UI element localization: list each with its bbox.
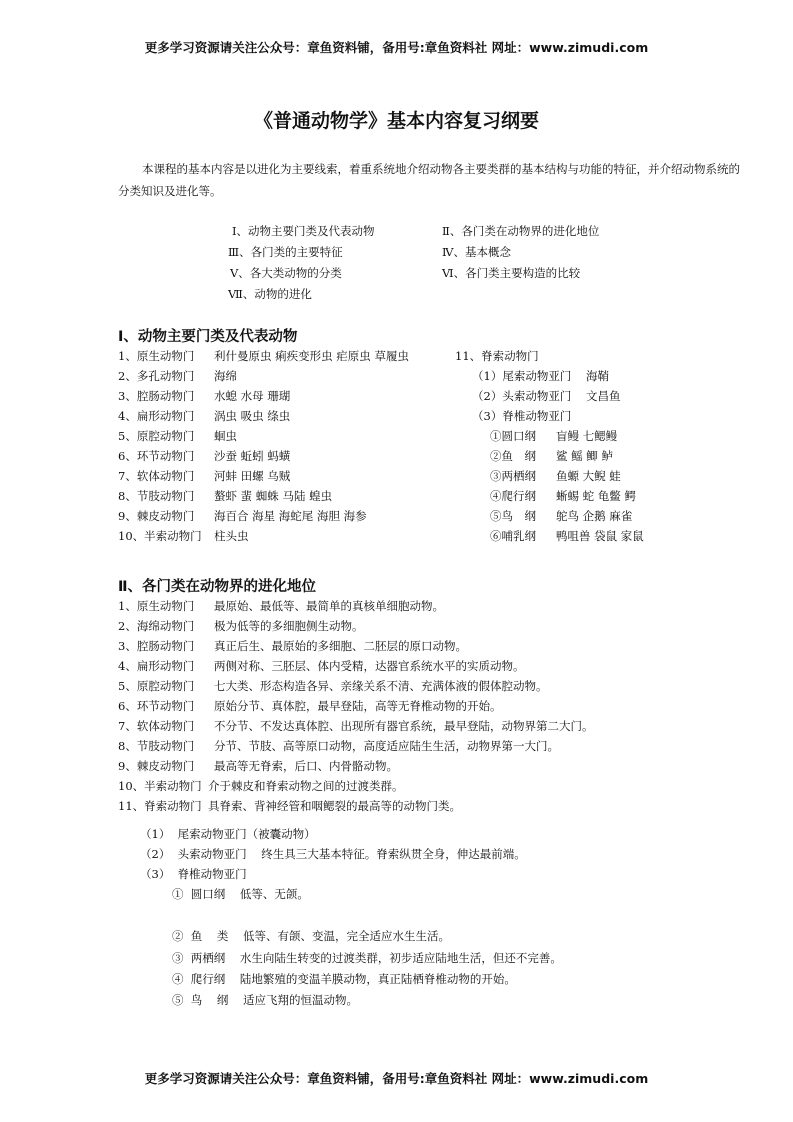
description: 具脊索、背神经管和咽鳃裂的最高等的动物门类。 — [208, 799, 461, 813]
list-item — [118, 676, 594, 696]
class-item-2: ② 鱼 类 低等、有颌、变温，完全适应水生生活。 — [172, 929, 451, 943]
list-item — [455, 386, 644, 406]
phylum-name: 1、原生动物门 — [118, 599, 195, 613]
examples: 海鞘 — [586, 369, 609, 383]
examples: 水螅 水母 珊瑚 — [214, 389, 291, 403]
list-item — [118, 426, 409, 446]
examples: 螯虾 蜚 蜘蛛 马陆 蝗虫 — [214, 489, 333, 503]
description: 真正后生、最原始的多细胞、二胚层的原口动物。 — [214, 639, 467, 653]
description: 介于棘皮和脊索动物之间的过渡类群。 — [208, 779, 404, 793]
toc-item-3: Ⅲ、各门类的主要特征 — [228, 245, 343, 259]
description: 最原始、最低等、最简单的真核单细胞动物。 — [214, 599, 444, 613]
list-item — [118, 526, 409, 546]
list-item — [118, 466, 409, 486]
list-item — [118, 616, 594, 636]
examples: 利什曼原虫 痢疾变形虫 疟原虫 草履虫 — [214, 349, 409, 363]
subphylum-name: （3）脊椎动物亚门 — [472, 409, 572, 423]
section-2-list — [118, 596, 594, 816]
examples: 鱼螈 大鲵 蛙 — [556, 469, 621, 483]
subphylum-name: （2）头索动物亚门 — [472, 389, 572, 403]
phylum-name: 10、半索动物门 — [118, 529, 202, 543]
class-name: ③两栖纲 — [490, 469, 536, 483]
section-1-right-list — [455, 346, 644, 546]
list-item — [118, 696, 594, 716]
list-item — [455, 446, 644, 466]
class-item-4: ④ 爬行纲 陆地繁殖的变温羊膜动物，真正陆栖脊椎动物的开始。 — [172, 972, 516, 986]
description: 最高等无脊索，后口、内骨骼动物。 — [214, 759, 398, 773]
list-item — [455, 406, 644, 426]
class-name: ④爬行纲 — [490, 489, 536, 503]
list-item — [455, 466, 644, 486]
list-item — [118, 636, 594, 656]
list-item — [118, 346, 409, 366]
list-item — [118, 756, 594, 776]
phylum-name: 11、脊索动物门 — [118, 799, 202, 813]
toc-item-4: Ⅳ、基本概念 — [442, 245, 511, 259]
description: 原始分节、真体腔，最早登陆，高等无脊椎动物的开始。 — [214, 699, 502, 713]
list-item — [455, 426, 644, 446]
examples: 涡虫 吸虫 绦虫 — [214, 409, 291, 423]
list-item: （3） 脊椎动物亚门 — [140, 867, 247, 881]
phylum-name: 9、棘皮动物门 — [118, 509, 195, 523]
toc-item-7: Ⅶ、动物的进化 — [228, 287, 312, 301]
list-item: （2） 头索动物亚门 终生具三大基本特征。脊索纵贯全身，伸达最前端。 — [140, 847, 526, 861]
list-item — [455, 366, 644, 386]
examples: 海绵 — [214, 369, 237, 383]
toc-item-5: Ⅴ、各大类动物的分类 — [230, 266, 342, 280]
list-item — [118, 596, 594, 616]
class-name: ⑥哺乳纲 — [490, 529, 536, 543]
list-item — [455, 486, 644, 506]
class-item-1: ① 圆口纲 低等、无颌。 — [172, 887, 309, 901]
phylum-name: 7、软体动物门 — [118, 719, 195, 733]
examples: 柱头虫 — [214, 529, 249, 543]
subphylum-name: （1）尾索动物亚门 — [472, 369, 572, 383]
examples: 文昌鱼 — [586, 389, 621, 403]
toc-item-6: Ⅵ、各门类主要构造的比较 — [442, 266, 581, 280]
section-1-left-list — [118, 346, 409, 546]
phylum-name: 6、环节动物门 — [118, 699, 195, 713]
examples: 海百合 海星 海蛇尾 海胆 海参 — [214, 509, 367, 523]
class-item-3: ③ 两栖纲 水生向陆生转变的过渡类群，初步适应陆地生活，但还不完善。 — [172, 951, 562, 965]
list-item: （1） 尾索动物亚门（被囊动物） — [140, 827, 316, 841]
list-item — [118, 796, 594, 816]
list-item — [118, 716, 594, 736]
class-name: ②鱼 纲 — [490, 449, 536, 463]
chordata-heading: 11、脊索动物门 — [455, 349, 539, 363]
class-item-5: ⑤ 鸟 纲 适应飞翔的恒温动物。 — [172, 993, 359, 1007]
toc-item-1: Ⅰ、动物主要门类及代表动物 — [232, 224, 375, 238]
description: 极为低等的多细胞侧生动物。 — [214, 619, 364, 633]
examples: 蛔虫 — [214, 429, 237, 443]
toc-item-2: Ⅱ、各门类在动物界的进化地位 — [442, 224, 600, 238]
list-item — [455, 506, 644, 526]
examples: 沙蚕 蚯蚓 蚂蟥 — [214, 449, 291, 463]
phylum-name: 2、多孔动物门 — [118, 369, 195, 383]
phylum-name: 4、扁形动物门 — [118, 409, 195, 423]
description: 两侧对称、三胚层、体内受精，达器官系统水平的实质动物。 — [214, 659, 525, 673]
list-item — [118, 486, 409, 506]
examples: 盲鳗 七鳃鳗 — [556, 429, 618, 443]
phylum-name: 3、腔肠动物门 — [118, 389, 195, 403]
description: 七大类、形态构造各异、亲缘关系不清、充满体液的假体腔动物。 — [214, 679, 548, 693]
section-2-subphyla — [140, 824, 526, 884]
examples: 蜥蜴 蛇 龟鳖 鳄 — [556, 489, 636, 503]
examples: 鸭咀兽 袋鼠 家鼠 — [556, 529, 644, 543]
phylum-name: 10、半索动物门 — [118, 779, 202, 793]
phylum-name: 4、扁形动物门 — [118, 659, 195, 673]
list-item — [118, 506, 409, 526]
class-name: ⑤鸟 纲 — [490, 509, 536, 523]
list-item — [118, 656, 594, 676]
phylum-name: 5、原腔动物门 — [118, 679, 195, 693]
description: 不分节、不发达真体腔、出现所有器官系统，最早登陆，动物界第二大门。 — [214, 719, 594, 733]
section-1-heading: Ⅰ、动物主要门类及代表动物 — [118, 329, 298, 345]
class-name: ①圆口纲 — [490, 429, 536, 443]
page-title: 《普通动物学》基本内容复习纲要 — [253, 110, 539, 132]
footer-banner: 更多学习资源请关注公众号：章鱼资料铺，备用号:章鱼资料社 网址：www.zimudi.com — [144, 1071, 649, 1086]
list-item — [118, 776, 594, 796]
description: 分节、节肢、高等原口动物，高度适应陆生生活，动物界第一大门。 — [214, 739, 559, 753]
list-item — [118, 386, 409, 406]
phylum-name: 7、软体动物门 — [118, 469, 195, 483]
list-item — [118, 366, 409, 386]
list-item — [118, 406, 409, 426]
phylum-name: 6、环节动物门 — [118, 449, 195, 463]
phylum-name: 9、棘皮动物门 — [118, 759, 195, 773]
section-2-heading: Ⅱ、各门类在动物界的进化地位 — [118, 579, 317, 595]
phylum-name: 8、节肢动物门 — [118, 489, 195, 503]
intro-paragraph: 本课程的基本内容是以进化为主要线索，着重系统地介绍动物各主要类群的基本结构与功能的特征，并介绍动物系统的分类知识及进化等。 — [118, 162, 740, 198]
phylum-name: 8、节肢动物门 — [118, 739, 195, 753]
header-banner: 更多学习资源请关注公众号：章鱼资料铺，备用号:章鱼资料社 网址：www.zimudi.com — [144, 40, 649, 55]
list-item — [455, 526, 644, 546]
examples: 鲨 鳐 鲫 鲈 — [556, 449, 613, 463]
phylum-name: 3、腔肠动物门 — [118, 639, 195, 653]
list-item — [118, 736, 594, 756]
examples: 鸵鸟 企鹅 麻雀 — [556, 509, 633, 523]
list-item — [118, 446, 409, 466]
phylum-name: 5、原腔动物门 — [118, 429, 195, 443]
phylum-name: 2、海绵动物门 — [118, 619, 195, 633]
examples: 河蚌 田螺 乌贼 — [214, 469, 291, 483]
phylum-name: 1、原生动物门 — [118, 349, 195, 363]
